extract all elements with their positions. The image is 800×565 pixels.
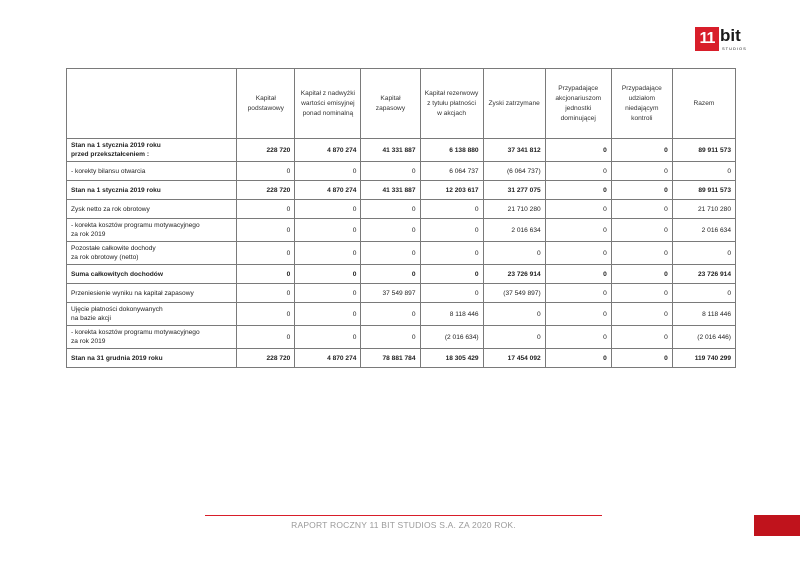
value-cell: 228 720 <box>237 139 295 162</box>
page-corner-block <box>754 515 800 536</box>
header-cell: Kapitał z nadwyżki wartości emisyjnej ponad nominalną <box>295 69 361 139</box>
value-cell: 0 <box>611 326 672 349</box>
value-cell: 0 <box>611 265 672 284</box>
value-cell: 0 <box>545 303 611 326</box>
value-cell: 0 <box>611 139 672 162</box>
value-cell: 89 911 573 <box>672 181 735 200</box>
logo-mark: 11 <box>695 27 719 51</box>
value-cell: 0 <box>295 219 361 242</box>
row-label: - korekta kosztów programu motywacyjnego za rok 2019 <box>67 219 237 242</box>
value-cell: 0 <box>361 162 420 181</box>
value-cell: 6 138 880 <box>420 139 483 162</box>
value-cell: 31 277 075 <box>483 181 545 200</box>
value-cell: 0 <box>611 303 672 326</box>
value-cell: 0 <box>545 242 611 265</box>
header-cell: Razem <box>672 69 735 139</box>
table-row <box>67 219 736 242</box>
value-cell: 0 <box>611 349 672 368</box>
value-cell: 0 <box>295 303 361 326</box>
row-label: Przeniesienie wyniku na kapitał zapasowy <box>67 284 237 303</box>
value-cell: 0 <box>361 200 420 219</box>
value-cell: 78 881 784 <box>361 349 420 368</box>
footer-report-title: RAPORT ROCZNY 11 BIT STUDIOS S.A. ZA 2020 ROK. <box>291 520 516 530</box>
value-cell: 0 <box>237 242 295 265</box>
value-cell: 0 <box>483 242 545 265</box>
table-row <box>67 200 736 219</box>
header-cell: Zyski zatrzymane <box>483 69 545 139</box>
value-cell: 0 <box>545 162 611 181</box>
value-cell: (2 016 634) <box>420 326 483 349</box>
value-cell: 119 740 299 <box>672 349 735 368</box>
row-label: Stan na 1 stycznia 2019 roku <box>67 181 237 200</box>
row-label: Pozostałe całkowite dochody za rok obrotowy (netto) <box>67 242 237 265</box>
value-cell: 0 <box>237 303 295 326</box>
value-cell: 0 <box>295 242 361 265</box>
value-cell: 0 <box>545 219 611 242</box>
table-row <box>67 139 736 162</box>
value-cell: 0 <box>237 326 295 349</box>
value-cell: 18 305 429 <box>420 349 483 368</box>
value-cell: 4 870 274 <box>295 349 361 368</box>
value-cell: 228 720 <box>237 349 295 368</box>
value-cell: 0 <box>545 349 611 368</box>
value-cell: 21 710 280 <box>672 200 735 219</box>
value-cell: 0 <box>611 242 672 265</box>
value-cell: 0 <box>237 219 295 242</box>
table-row <box>67 303 736 326</box>
value-cell: 0 <box>237 265 295 284</box>
value-cell: 0 <box>611 219 672 242</box>
value-cell: 0 <box>361 242 420 265</box>
table-row <box>67 326 736 349</box>
table-row <box>67 181 736 200</box>
value-cell: 0 <box>672 284 735 303</box>
value-cell: 0 <box>545 265 611 284</box>
table-row <box>67 162 736 181</box>
value-cell: 2 016 634 <box>483 219 545 242</box>
value-cell: 8 118 446 <box>672 303 735 326</box>
table-row <box>67 284 736 303</box>
value-cell: 0 <box>672 162 735 181</box>
value-cell: 0 <box>237 162 295 181</box>
row-label: Stan na 1 stycznia 2019 roku przed przekształceniem : <box>67 139 237 162</box>
header-cell: Kapitał rezerwowy z tytułu płatności w akcjach <box>420 69 483 139</box>
value-cell: 0 <box>420 200 483 219</box>
row-label: - korekta kosztów programu motywacyjnego za rok 2019 <box>67 326 237 349</box>
footer-divider <box>205 515 602 516</box>
table-row <box>67 349 736 368</box>
value-cell: 4 870 274 <box>295 139 361 162</box>
table-row <box>67 242 736 265</box>
value-cell: 0 <box>611 181 672 200</box>
table-row <box>67 265 736 284</box>
value-cell: 37 341 812 <box>483 139 545 162</box>
row-label: Zysk netto za rok obrotowy <box>67 200 237 219</box>
header-cell: Kapitał zapasowy <box>361 69 420 139</box>
value-cell: 0 <box>611 162 672 181</box>
value-cell: 0 <box>361 219 420 242</box>
value-cell: 0 <box>295 265 361 284</box>
value-cell: 0 <box>545 139 611 162</box>
header-cell: Przypadające akcjonariuszom jednostki dominującej <box>545 69 611 139</box>
header-cell: Przypadające udziałom niedającym kontroli <box>611 69 672 139</box>
equity-changes-table <box>66 68 736 368</box>
value-cell: 0 <box>361 265 420 284</box>
value-cell: (2 016 446) <box>672 326 735 349</box>
value-cell: 23 726 914 <box>672 265 735 284</box>
value-cell: 0 <box>361 303 420 326</box>
logo-wordmark: bit <box>720 26 741 45</box>
value-cell: 41 331 887 <box>361 181 420 200</box>
value-cell: 0 <box>611 200 672 219</box>
value-cell: 4 870 274 <box>295 181 361 200</box>
value-cell: 0 <box>483 303 545 326</box>
value-cell: 12 203 617 <box>420 181 483 200</box>
value-cell: (37 549 897) <box>483 284 545 303</box>
header-cell-label <box>67 69 237 139</box>
value-cell: 0 <box>420 219 483 242</box>
value-cell: 0 <box>611 284 672 303</box>
header-cell: Kapitał podstawowy <box>237 69 295 139</box>
value-cell: 0 <box>295 162 361 181</box>
value-cell: 228 720 <box>237 181 295 200</box>
value-cell: 0 <box>237 200 295 219</box>
value-cell: 37 549 897 <box>361 284 420 303</box>
value-cell: 8 118 446 <box>420 303 483 326</box>
value-cell: 2 016 634 <box>672 219 735 242</box>
value-cell: 0 <box>237 284 295 303</box>
value-cell: (6 064 737) <box>483 162 545 181</box>
company-logo <box>695 27 757 55</box>
value-cell: 0 <box>295 284 361 303</box>
value-cell: 0 <box>361 326 420 349</box>
value-cell: 0 <box>420 284 483 303</box>
row-label: Suma całkowitych dochodów <box>67 265 237 284</box>
value-cell: 0 <box>483 326 545 349</box>
value-cell: 41 331 887 <box>361 139 420 162</box>
value-cell: 0 <box>420 265 483 284</box>
value-cell: 0 <box>295 200 361 219</box>
value-cell: 17 454 092 <box>483 349 545 368</box>
value-cell: 0 <box>672 242 735 265</box>
row-label: Ujęcie płatności dokonywanych na bazie akcji <box>67 303 237 326</box>
value-cell: 0 <box>545 284 611 303</box>
row-label: - korekty bilansu otwarcia <box>67 162 237 181</box>
value-cell: 23 726 914 <box>483 265 545 284</box>
value-cell: 21 710 280 <box>483 200 545 219</box>
value-cell: 0 <box>545 181 611 200</box>
value-cell: 6 064 737 <box>420 162 483 181</box>
row-label: Stan na 31 grudnia 2019 roku <box>67 349 237 368</box>
value-cell: 0 <box>545 326 611 349</box>
logo-subtitle: STUDIOS <box>722 46 747 51</box>
value-cell: 0 <box>295 326 361 349</box>
value-cell: 0 <box>420 242 483 265</box>
value-cell: 0 <box>545 200 611 219</box>
value-cell: 89 911 573 <box>672 139 735 162</box>
table-header-row <box>67 69 736 139</box>
